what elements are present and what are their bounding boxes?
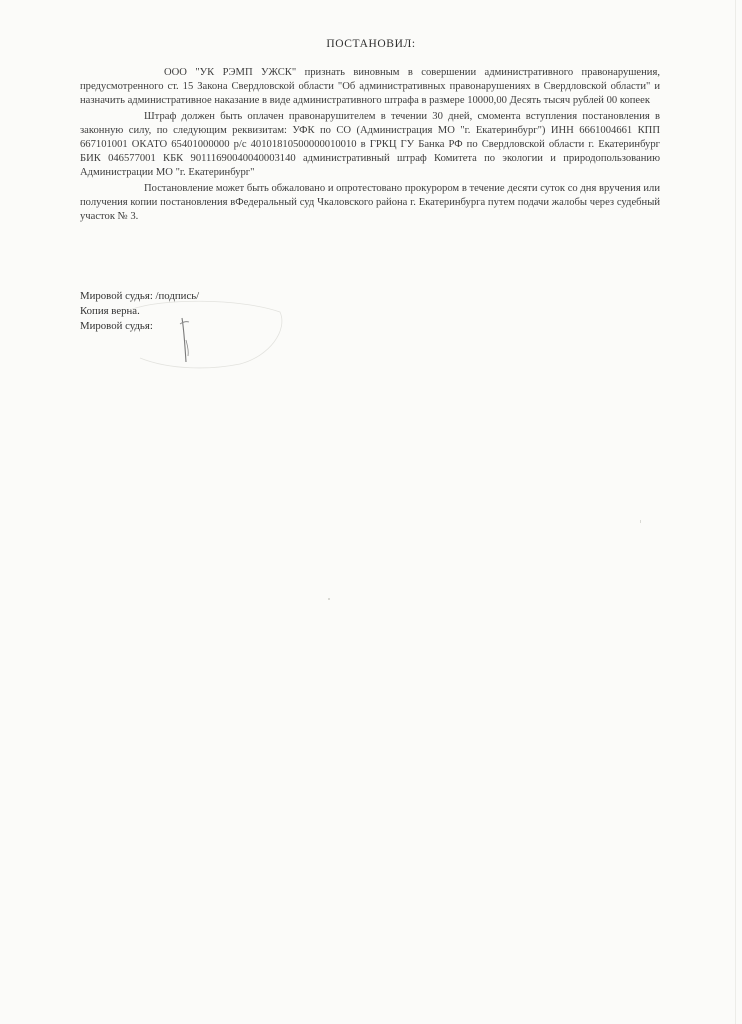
appeal-paragraph: Постановление может быть обжаловано и опротестовано прокурором в течение десяти суток со дня вручения или получения копии постановления вФедеральный суд Чкаловского района г. Екатеринбурга путем подачи жалобы через судебный участок № 3. <box>80 182 660 223</box>
handwritten-signature <box>120 300 290 370</box>
judge-line: Мировой судья: <box>80 320 153 332</box>
copy-certified-line: Копия верна. <box>80 305 140 317</box>
scan-speck <box>328 598 330 600</box>
payment-details-paragraph: Штраф должен быть оплачен правонарушителем в течении 30 дней, смомента вступления постановления в законную силу, по следующим реквизитам: УФК по СО (Администрация МО "г. Екатеринбург") ИНН 6661004661 КПП 667101001 ОКАТО 65401000000 р/с 40101810500000010010 в ГРКЦ ГУ Банка РФ по Свердловской области г. Екатеринбург БИК 046577001 КБК 90111690040040003140 административный штраф Комитета по экологии и природопользованию Администрации МО "г. Екатеринбург" <box>80 110 660 179</box>
document-body <box>80 66 660 224</box>
document-heading: ПОСТАНОВИЛ: <box>326 38 416 50</box>
scan-edge <box>735 0 736 1024</box>
judge-signature-line: Мировой судья: /подпись/ <box>80 290 200 302</box>
verdict-paragraph: ООО "УК РЭМП УЖСК" признать виновным в совершении административного правонарушения, предусмотренного ст. 15 Закона Свердловской области "Об административных правонарушениях в Свердловской области" и назначить административное наказание в виде административного штрафа в размере 10000,00 Десять тысяч рублей 00 копеек <box>80 67 660 107</box>
scan-speck <box>640 520 641 523</box>
